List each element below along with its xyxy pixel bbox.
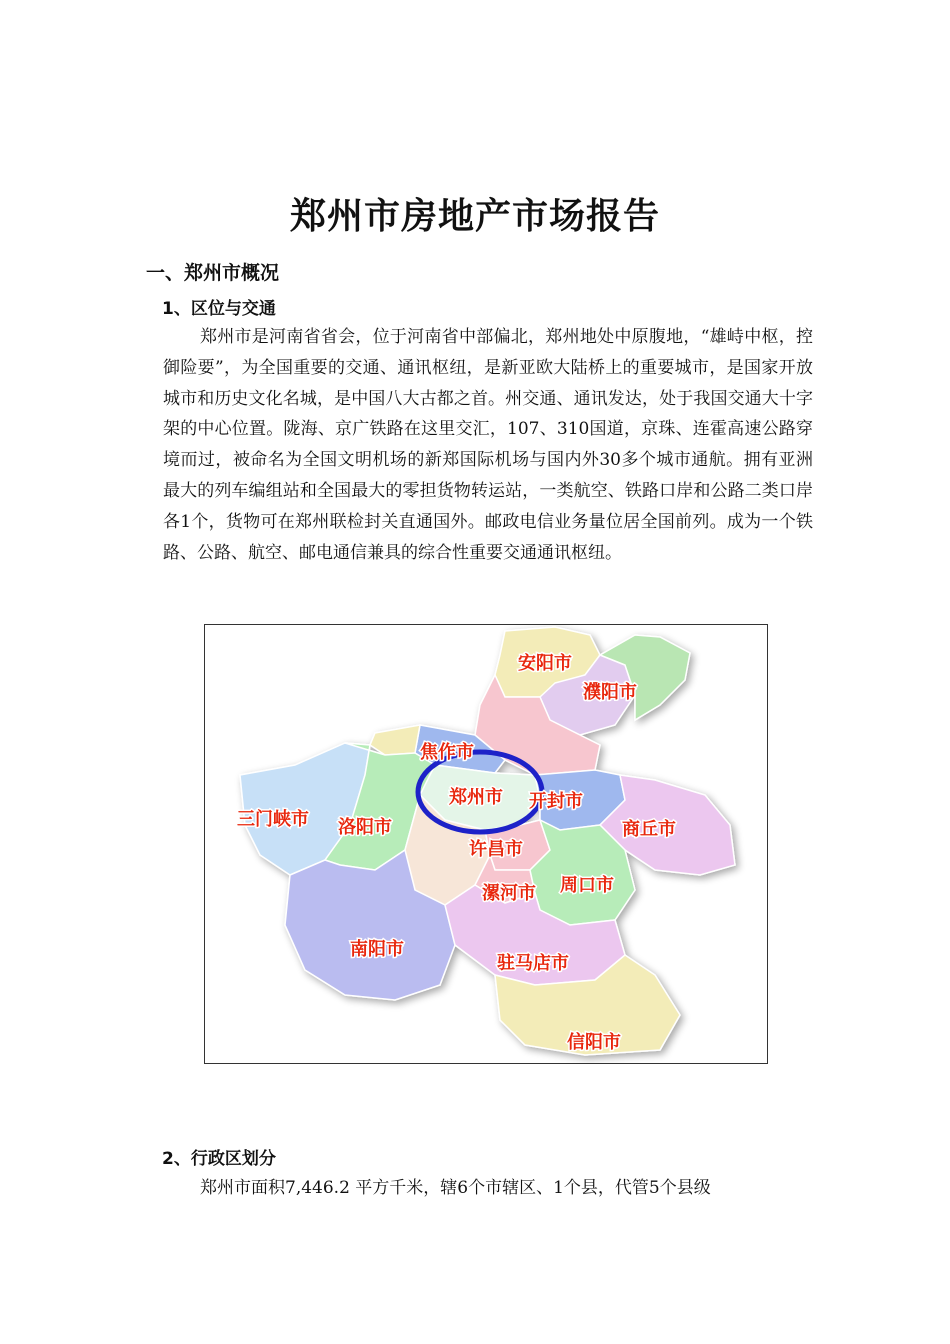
subsection-heading-administrative: 2、行政区划分 (162, 1149, 276, 1169)
city-label-xuchang: 许昌市 (469, 839, 523, 860)
henan-map (205, 625, 767, 1063)
subsection-heading-location: 1、区位与交通 (162, 299, 276, 319)
city-label-luoyang: 洛阳市 (338, 817, 392, 838)
city-label-kaifeng: 开封市 (529, 791, 583, 812)
city-label-zhoukou: 周口市 (560, 875, 614, 896)
document-title: 郑州市房地产市场报告 (289, 196, 660, 237)
city-label-shangqiu: 商丘市 (622, 819, 676, 840)
city-label-sanmenxia: 三门峡市 (237, 809, 309, 830)
henan-map-figure (204, 624, 768, 1064)
city-label-xinyang: 信阳市 (567, 1032, 621, 1053)
city-label-zhengzhou: 郑州市 (449, 787, 503, 808)
city-label-jiaozuo: 焦作市 (420, 742, 474, 763)
city-label-anyang: 安阳市 (518, 653, 572, 674)
city-label-luohe: 漯河市 (482, 883, 536, 904)
city-label-puyang: 濮阳市 (583, 682, 637, 703)
region-jiyuan (370, 725, 420, 755)
paragraph-administrative: 郑州市面积7,446.2 平方千米，辖6个市辖区、1个县，代管5个县级 (200, 1178, 711, 1198)
city-label-nanyang: 南阳市 (350, 939, 404, 960)
city-label-zhumadian: 驻马店市 (497, 953, 569, 974)
section-heading-overview: 一、郑州市概况 (146, 262, 280, 284)
paragraph-location-transport: 郑州市是河南省省会，位于河南省中部偏北，郑州地处中原腹地，“雄峙中枢，控御险要”，为全国重要的交通、通讯枢纽，是新亚欧大陆桥上的重要城市，是国家开放城市和历史文化名城，是中国八大古都之首。州交通、通讯发达，处于我国交通大十字架的中心位置。陇海、京广铁路在这里交汇，107、310国道，京珠、连霍高速公路穿境而过，被命名为全国文明机场的新郑国际机场与国内外30多个城市通航。拥有亚洲最大的列车编组站和全国最大的零担货物转运站，一类航空、铁路口岸和公路二类口岸各1个，货物可在郑州联检封关直通国外。邮政电信业务量位居全国前列。成为一个铁路、公路、航空、邮电通信兼具的综合性重要交通通讯枢纽。 (163, 327, 813, 563)
